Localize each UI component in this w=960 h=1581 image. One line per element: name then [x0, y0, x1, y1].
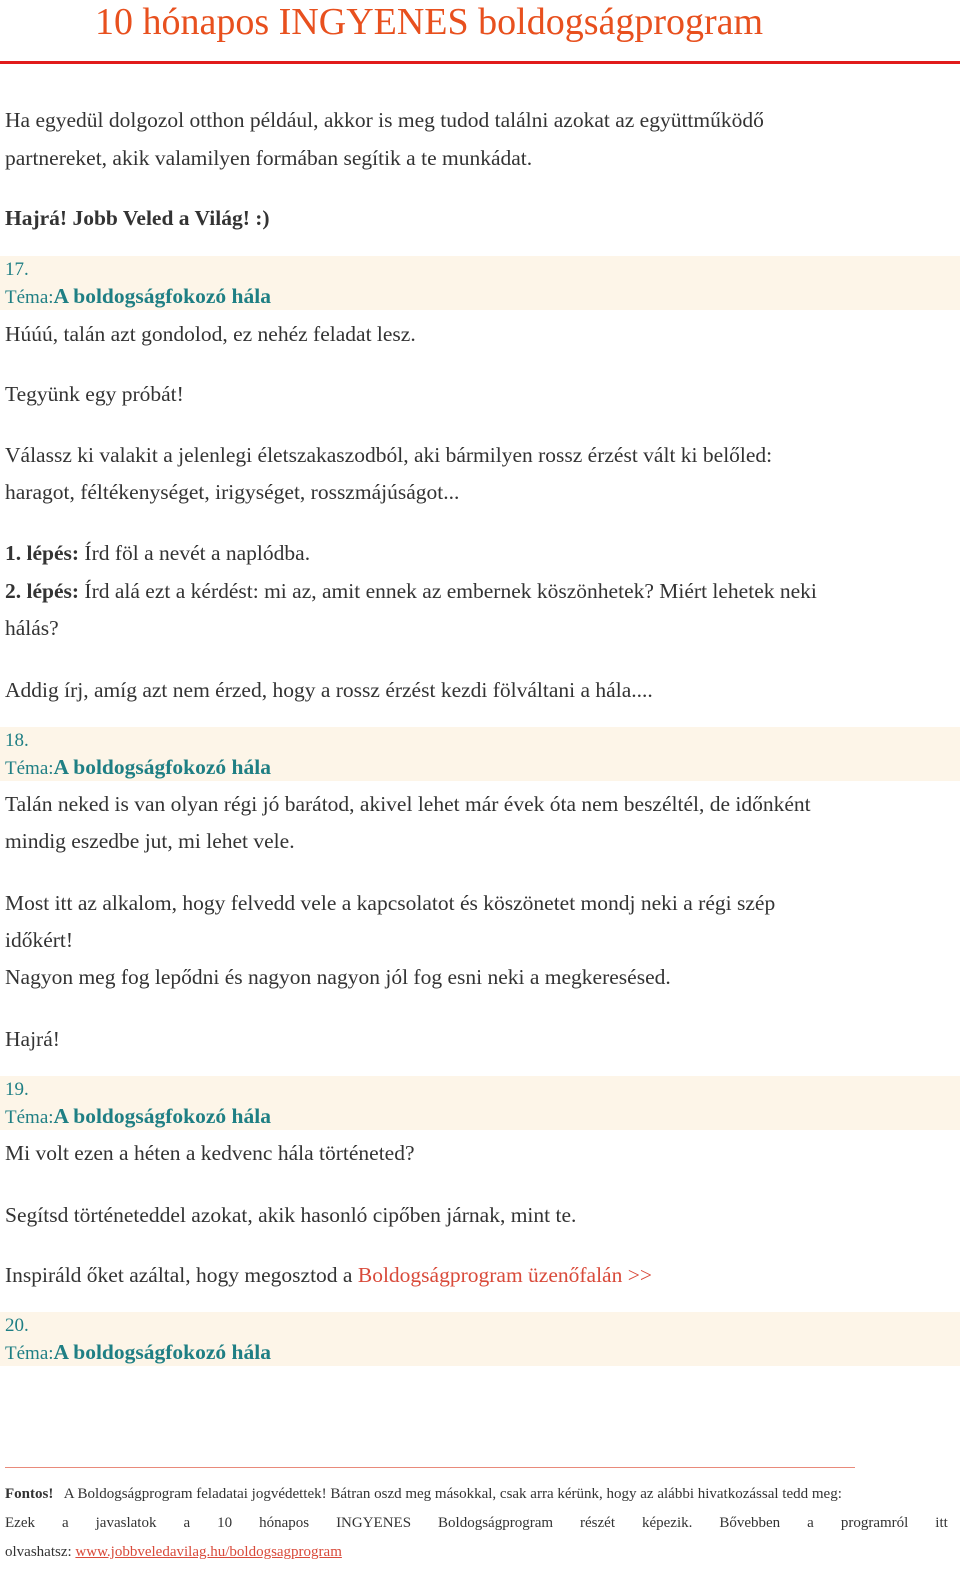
- footer-divider: [5, 1467, 855, 1468]
- attribution-word: itt: [935, 1515, 948, 1531]
- step-text: Írd föl a nevét a naplódba.: [79, 541, 311, 565]
- step-2: [5, 573, 817, 609]
- attribution-word: Ezek: [5, 1515, 35, 1531]
- attribution-word: 10: [217, 1515, 233, 1531]
- task-header-17: [0, 256, 960, 310]
- task-header-19: [0, 1076, 960, 1130]
- more-info-prefix: olvashatsz:: [5, 1544, 76, 1560]
- step-2-cont: hálás?: [5, 616, 59, 640]
- attribution-word: Bővebben: [719, 1515, 781, 1531]
- topic-name: A boldogságfokozó hála: [53, 1104, 271, 1128]
- topic-name: A boldogságfokozó hála: [53, 284, 271, 308]
- task-number: 20.: [5, 1315, 29, 1336]
- task-topic: [5, 1340, 271, 1366]
- step-label: 2. lépés:: [5, 579, 80, 603]
- page-title: 10 hónapos INGYENES boldogságprogram: [95, 1, 764, 43]
- attribution-word: Boldogságprogram: [438, 1515, 554, 1531]
- task-19-line: [5, 1257, 652, 1293]
- intro-line-2: partnereket, akik valamilyen formában segítik a te munkádat.: [5, 146, 533, 170]
- task-19-line: Mi volt ezen a héten a kedvenc hála történeted?: [5, 1141, 415, 1165]
- task-17-line: Addig írj, amíg azt nem érzed, hogy a rossz érzést kezdi fölváltani a hála....: [5, 678, 653, 702]
- attribution-word: INGYENES: [336, 1515, 412, 1531]
- task-number: 17.: [5, 259, 29, 280]
- task-number: 19.: [5, 1079, 29, 1100]
- attribution-word: hónapos: [259, 1515, 310, 1531]
- task-18-line: Hajrá!: [5, 1027, 60, 1051]
- message-wall-link[interactable]: Boldogságprogram üzenőfalán >>: [357, 1263, 652, 1287]
- copyright-notice: [5, 1484, 842, 1504]
- task-17-line: Tegyünk egy próbát!: [5, 382, 184, 406]
- intro-line-1: Ha egyedül dolgozol otthon például, akkor is meg tudod találni azokat az együttműködő: [5, 108, 764, 132]
- attribution-word: javaslatok: [95, 1515, 157, 1531]
- task-18-line: Talán neked is van olyan régi jó barátod, akivel lehet már évek óta nem beszéltél, de időnként: [5, 792, 811, 816]
- notice-label: Fontos!: [5, 1486, 54, 1502]
- task-18-line: időkért!: [5, 928, 74, 952]
- step-text: Írd alá ezt a kérdést: mi az, amit ennek az embernek köszönhetek? Miért lehetek neki: [79, 579, 817, 603]
- task-topic: [5, 1104, 271, 1130]
- more-info-line: [5, 1542, 342, 1562]
- title-divider: [0, 61, 960, 64]
- topic-name: A boldogságfokozó hála: [53, 1340, 271, 1364]
- topic-label: Téma:: [5, 1107, 54, 1128]
- task-topic: [5, 284, 271, 310]
- attribution-word: programról: [840, 1515, 909, 1531]
- intro-cheer: Hajrá! Jobb Veled a Világ! :): [5, 206, 270, 230]
- program-url-link[interactable]: www.jobbveledavilag.hu/boldogsagprogram: [75, 1544, 342, 1560]
- task-17-line: Húúú, talán azt gondolod, ez nehéz feladat lesz.: [5, 322, 416, 346]
- topic-label: Téma:: [5, 287, 54, 308]
- topic-name: A boldogságfokozó hála: [53, 755, 271, 779]
- task-18-line: Nagyon meg fog lepődni és nagyon nagyon jól fog esni neki a megkeresésed.: [5, 965, 671, 989]
- task-topic: [5, 755, 271, 781]
- task-number: 18.: [5, 730, 29, 751]
- topic-label: Téma:: [5, 758, 54, 779]
- task-header-20: [0, 1312, 960, 1366]
- attribution-line: [5, 1513, 948, 1533]
- task-19-text: Inspiráld őket azáltal, hogy megosztod a: [5, 1263, 358, 1287]
- topic-label: Téma:: [5, 1343, 54, 1364]
- task-18-line: mindig eszedbe jut, mi lehet vele.: [5, 829, 295, 853]
- notice-text: A Boldogságprogram feladatai jogvédettek! Bátran oszd meg másokkal, csak arra kérünk, hogy az alábbi hivatkozással tedd meg:: [63, 1486, 842, 1502]
- attribution-word: a: [183, 1515, 191, 1531]
- step-label: 1. lépés:: [5, 541, 80, 565]
- task-header-18: [0, 727, 960, 781]
- task-17-line: haragot, féltékenységet, irigységet, rosszmájúságot...: [5, 480, 460, 504]
- attribution-word: részét: [580, 1515, 615, 1531]
- task-17-line: Válassz ki valakit a jelenlegi életszakaszodból, aki bármilyen rossz érzést vált ki belőled:: [5, 443, 773, 467]
- attribution-word: képezik.: [641, 1515, 693, 1531]
- attribution-word: a: [61, 1515, 69, 1531]
- attribution-word: a: [807, 1515, 814, 1531]
- step-1: [5, 535, 310, 571]
- task-18-line: Most itt az alkalom, hogy felvedd vele a kapcsolatot és köszönetet mondj neki a régi szép: [5, 891, 776, 915]
- task-19-line: Segítsd történeteddel azokat, akik hasonló cipőben járnak, mint te.: [5, 1203, 577, 1227]
